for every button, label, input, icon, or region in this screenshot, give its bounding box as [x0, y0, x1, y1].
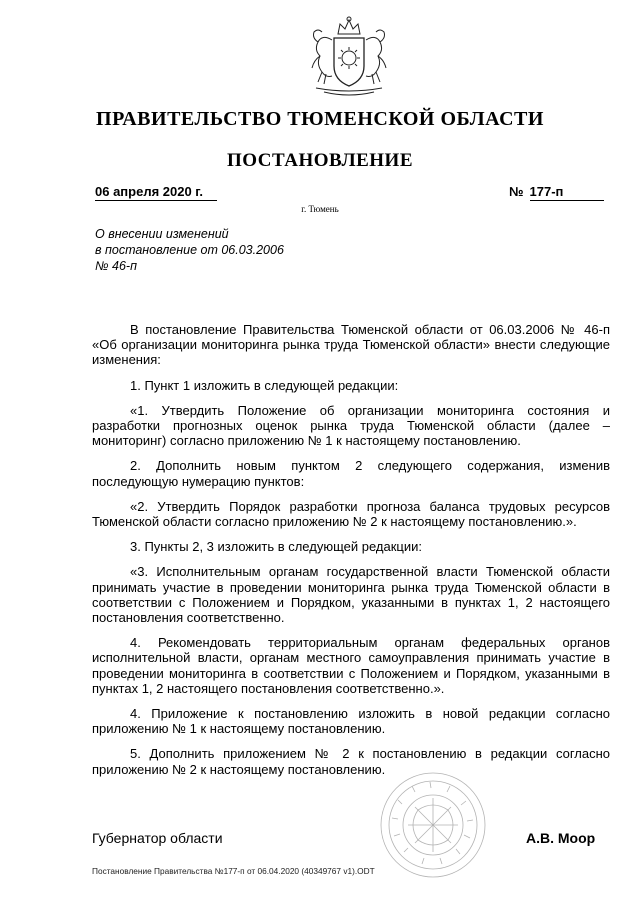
- body-paragraph: «2. Утвердить Порядок разработки прогноза баланса трудовых ресурсов Тюменской области согласно приложению № 2 к настоящему постановлению.».: [92, 498, 610, 530]
- document-type: ПОСТАНОВЛЕНИЕ: [226, 150, 414, 171]
- body-paragraph: 4. Рекомендовать территориальным органам федеральных органов исполнительной власти, органам местного самоуправления принимать участие в проведении мониторинга в соответствии с Положением и Порядком, указанными в пунктах 1, 2 настоящего постановления соответственно.».: [92, 635, 610, 696]
- city: г. Тюмень: [301, 204, 339, 214]
- document-subject: [95, 226, 284, 274]
- body-paragraph: «1. Утвердить Положение об организации мониторинга состояния и разработки прогнозных оценок рынка труда Тюменской области (далее – мониторинг) согласно приложению № 1 к настоящему постановлению.: [92, 402, 610, 449]
- signer-title: Губернатор области: [92, 830, 223, 846]
- subject-line: в постановление от 06.03.2006: [95, 243, 284, 257]
- document-body: [92, 322, 610, 787]
- body-paragraph: «3. Исполнительным органам государственной власти Тюменской области принимать участие в проведении мониторинга рынка труда Тюменской области в соответствии с Положением и Порядком, указанными в пунктах 1, 2 настоящего постановления соответственно.: [92, 564, 610, 626]
- body-paragraph: 1. Пункт 1 изложить в следующей редакции:: [130, 377, 399, 393]
- subject-line: О внесении изменений: [95, 227, 229, 241]
- signer-name: А.В. Моор: [526, 830, 596, 846]
- body-paragraph: 5. Дополнить приложением № 2 к постановлению в редакции согласно приложению № 2 к настоящему постановлению.: [92, 746, 610, 777]
- number-value: 177-п: [530, 184, 604, 201]
- document-date: 06 апреля 2020 г.: [95, 184, 217, 201]
- body-paragraph: 3. Пункты 2, 3 изложить в следующей редакции:: [130, 539, 422, 555]
- coat-of-arms-icon: [304, 14, 394, 100]
- subject-line: № 46-п: [95, 259, 137, 273]
- body-paragraph: 4. Приложение к постановлению изложить в новой редакции согласно приложению № 1 к настоящему постановлению.: [92, 706, 610, 737]
- official-seal-stamp: [378, 770, 488, 880]
- footer-document-id: Постановление Правительства №177-п от 06.04.2020 (40349767 v1).ODT: [92, 866, 375, 876]
- body-paragraph: В постановление Правительства Тюменской области от 06.03.2006 № 46-п «Об организации мониторинга рынка труда Тюменской области» внести следующие изменения:: [92, 322, 610, 368]
- document-number: [509, 184, 604, 201]
- number-prefix: №: [509, 184, 524, 199]
- body-paragraph: 2. Дополнить новым пунктом 2 следующего содержания, изменив последующую нумерацию пунктов:: [92, 458, 610, 489]
- government-title: ПРАВИТЕЛЬСТВО ТЮМЕНСКОЙ ОБЛАСТИ: [96, 108, 544, 130]
